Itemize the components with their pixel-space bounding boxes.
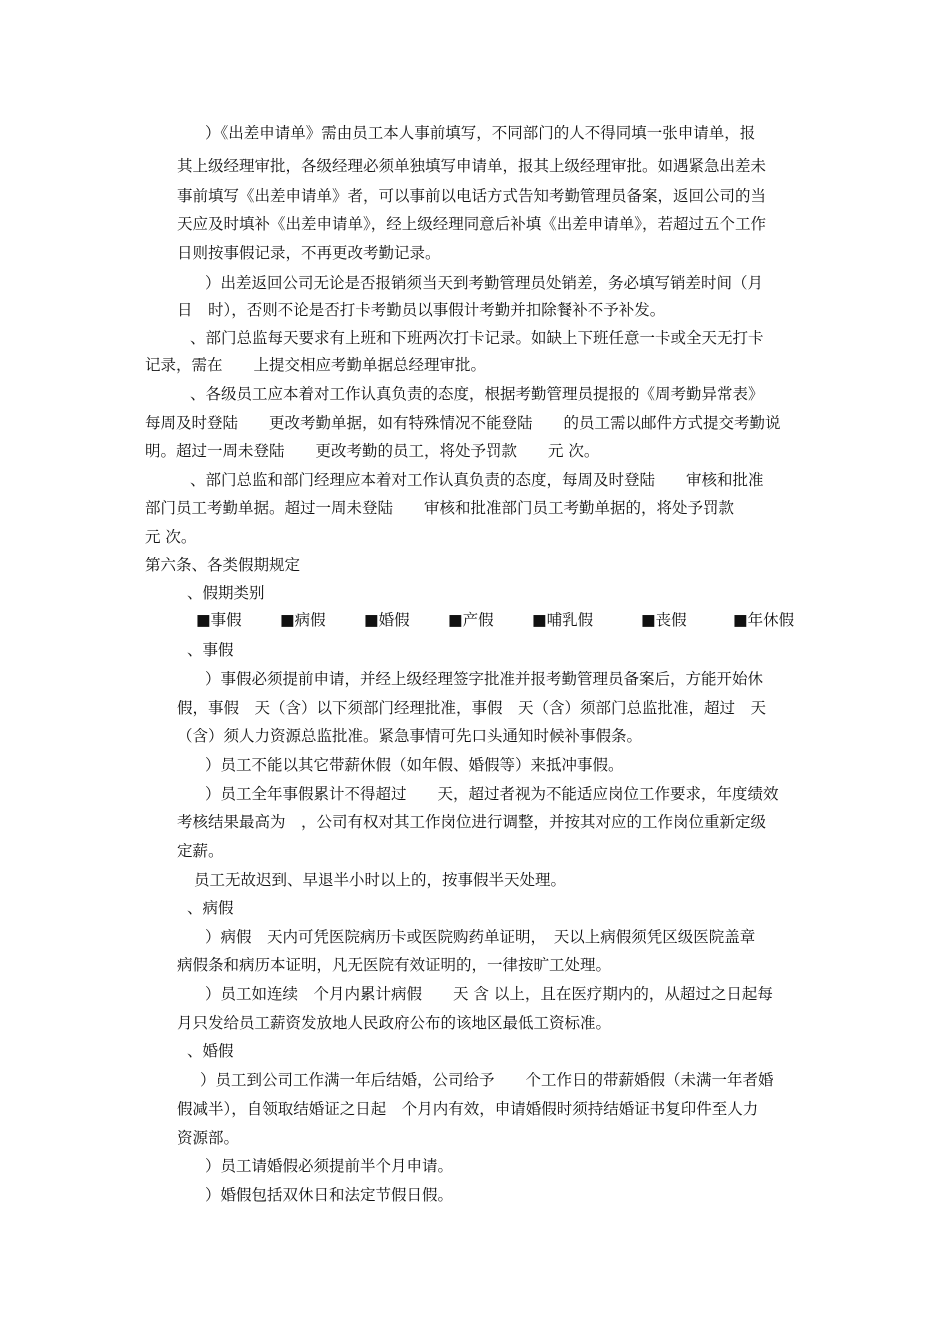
leave-type-item: ■年休假 <box>733 611 795 629</box>
paragraph-line: ）出差返回公司无论是否报销须当天到考勤管理员处销差，务必填写销差时间（月 <box>205 274 764 292</box>
paragraph-line: 其上级经理审批，各级经理必须单独填写申请单，报其上级经理审批。如遇紧急出差未 <box>177 157 767 175</box>
paragraph-line: 、部门总监和部门经理应本着对工作认真负责的态度，每周及时登陆 审核和批准 <box>190 471 764 489</box>
paragraph-line: 事前填写《出差申请单》者，可以事前以电话方式告知考勤管理员备案，返回公司的当 <box>177 187 767 205</box>
paragraph-line: 考核结果最高为 ，公司有权对其工作岗位进行调整，并按其对应的工作岗位重新定级 <box>177 813 767 831</box>
paragraph-line: ）事假必须提前申请，并经上级经理签字批准并报考勤管理员备案后，方能开始休 <box>205 670 764 688</box>
paragraph-line: ）员工如连续 个月内累计病假 天 含 以上，且在医疗期内的，从超过之日起每 <box>205 985 773 1003</box>
paragraph-line: 、各级员工应本着对工作认真负责的态度，根据考勤管理员提报的《周考勤异常表》 <box>190 385 764 403</box>
paragraph-line: 日则按事假记录，不再更改考勤记录。 <box>177 244 441 262</box>
paragraph-line: 元 次。 <box>145 528 197 546</box>
leave-type-item: ■事假 <box>196 611 242 629</box>
leave-type-item: ■丧假 <box>641 611 687 629</box>
paragraph-line: ）病假 天内可凭医院病历卡或医院购药单证明， 天以上病假须凭区级医院盖章 <box>205 928 756 946</box>
paragraph-line: ）员工请婚假必须提前半个月申请。 <box>205 1157 454 1175</box>
paragraph-line: 病假条和病历本证明，凡无医院有效证明的，一律按旷工处理。 <box>177 956 612 974</box>
paragraph-line: ）员工全年事假累计不得超过 天，超过者视为不能适应岗位工作要求，年度绩效 <box>205 785 779 803</box>
section-heading: 、事假 <box>187 641 234 659</box>
paragraph-line: 日 时），否则不论是否打卡考勤员以事假计考勤并扣除餐补不予补发。 <box>177 301 666 319</box>
paragraph-line: 月只发给员工薪资发放地人民政府公布的该地区最低工资标准。 <box>177 1014 612 1032</box>
paragraph-line: 明。超过一周未登陆 更改考勤的员工，将处予罚款 元 次。 <box>145 442 600 460</box>
paragraph-line: 假减半），自领取结婚证之日起 个月内有效，申请婚假时须持结婚证书复印件至人力 <box>177 1100 759 1118</box>
paragraph-line: 记录，需在 上提交相应考勤单据总经理审批。 <box>145 356 487 374</box>
paragraph-line: 资源部。 <box>177 1129 240 1147</box>
section-heading: 、假期类别 <box>187 584 265 602</box>
paragraph-line: 天应及时填补《出差申请单》，经上级经理同意后补填《出差申请单》，若超过五个工作 <box>177 215 767 233</box>
paragraph-line: （含）须人力资源总监批准。紧急事情可先口头通知时候补事假条。 <box>177 727 643 745</box>
paragraph-line: 、部门总监每天要求有上班和下班两次打卡记录。如缺上下班任意一卡或全天无打卡 <box>190 329 764 347</box>
paragraph-line: 员工无故迟到、早退半小时以上的，按事假半天处理。 <box>194 871 567 889</box>
leave-type-item: ■病假 <box>280 611 326 629</box>
section-heading: 、病假 <box>187 899 234 917</box>
paragraph-line: ）员工到公司工作满一年后结婚，公司给予 个工作日的带薪婚假（未满一年者婚 <box>200 1071 774 1089</box>
article-heading: 第六条、各类假期规定 <box>145 556 301 574</box>
paragraph-line: ）婚假包括双休日和法定节假日假。 <box>205 1186 454 1204</box>
paragraph-line: 定薪。 <box>177 842 224 860</box>
leave-type-item: ■哺乳假 <box>532 611 594 629</box>
paragraph-line: ）员工不能以其它带薪休假（如年假、婚假等）来抵冲事假。 <box>205 756 624 774</box>
section-heading: 、婚假 <box>187 1042 234 1060</box>
leave-type-item: ■产假 <box>448 611 494 629</box>
paragraph-line: 部门员工考勤单据。超过一周未登陆 审核和批准部门员工考勤单据的，将处予罚款 <box>145 499 735 517</box>
leave-type-item: ■婚假 <box>364 611 410 629</box>
paragraph-line: 假，事假 天（含）以下须部门经理批准，事假 天（含）须部门总监批准，超过 天 <box>177 699 767 717</box>
paragraph-line: 每周及时登陆 更改考勤单据，如有特殊情况不能登陆 的员工需以邮件方式提交考勤说 <box>145 414 781 432</box>
paragraph-line: ）《出差申请单》需由员工本人事前填写，不同部门的人不得同填一张申请单，报 <box>205 124 756 142</box>
